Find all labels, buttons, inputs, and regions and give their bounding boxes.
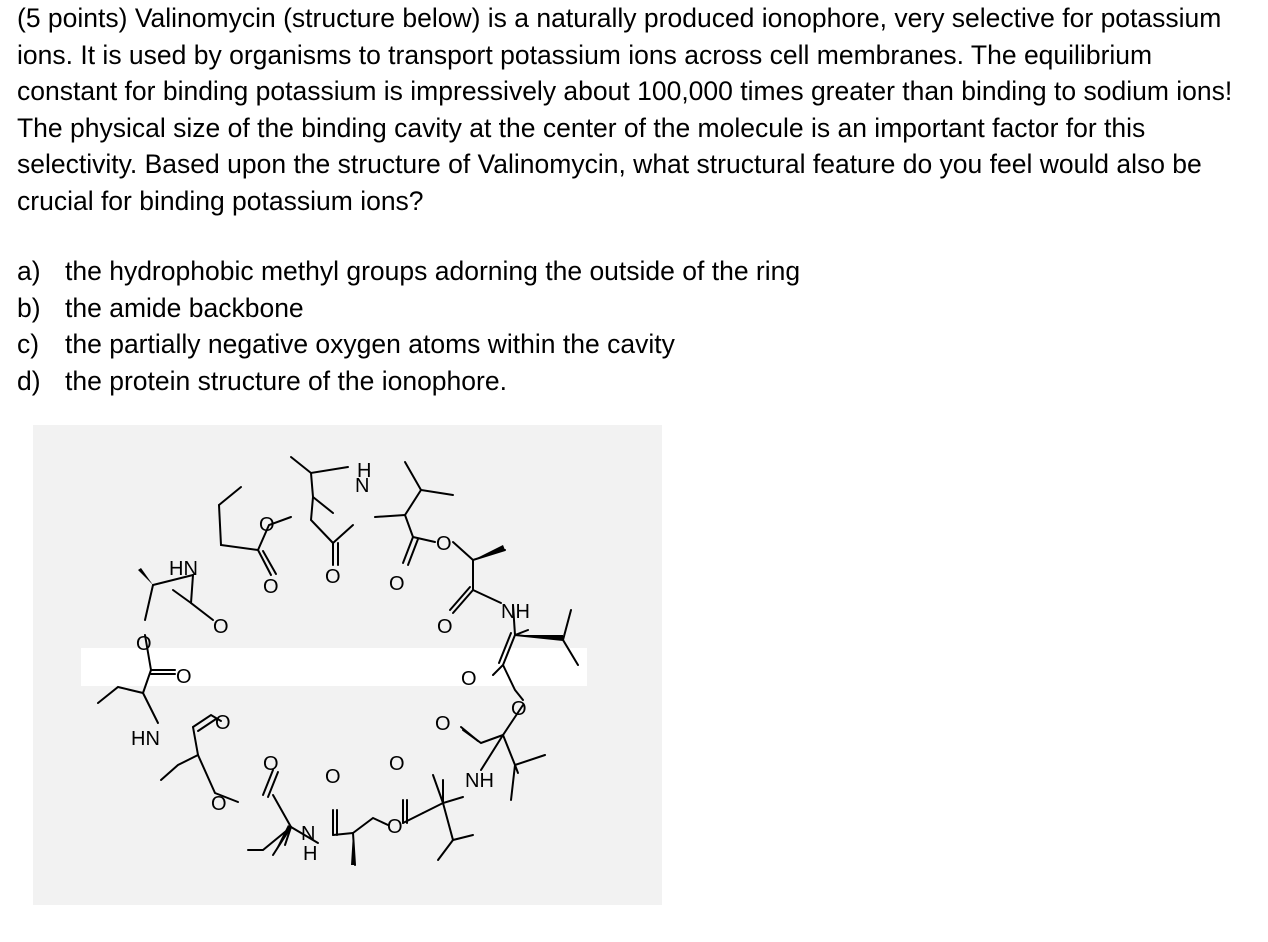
option-letter: d) xyxy=(17,365,41,396)
atom-o: O xyxy=(263,753,279,775)
atom-n: N xyxy=(355,475,370,497)
atom-o: O xyxy=(389,573,405,595)
option-letter: a) xyxy=(17,256,41,286)
option-text: the protein structure of the ionophore. xyxy=(65,365,507,396)
atom-o: O xyxy=(213,616,229,638)
atom-o: O xyxy=(461,668,477,690)
option-c[interactable] xyxy=(17,326,800,363)
option-d[interactable] xyxy=(17,363,800,400)
atom-o: O xyxy=(211,793,227,815)
atom-o: O xyxy=(215,712,231,734)
option-text: the partially negative oxygen atoms within the cavity xyxy=(65,329,675,359)
atom-o: O xyxy=(437,616,453,638)
option-letter: c) xyxy=(17,329,40,359)
atom-o: O xyxy=(259,514,275,536)
atom-h: H xyxy=(357,460,372,482)
valinomycin-structure-figure xyxy=(33,425,662,905)
atom-o: O xyxy=(136,633,152,655)
atom-o: O xyxy=(436,533,452,555)
amide-hn-label: HN xyxy=(169,558,198,580)
answer-options xyxy=(17,253,800,399)
valinomycin-structure-drawing xyxy=(33,425,662,905)
option-text: the hydrophobic methyl groups adorning the outside of the ring xyxy=(65,256,801,286)
amide-nh-label: NH xyxy=(465,770,494,792)
option-a[interactable] xyxy=(17,253,800,290)
option-b[interactable] xyxy=(17,290,800,327)
atom-o: O xyxy=(389,753,405,775)
atom-n: N xyxy=(301,823,316,845)
atom-o: O xyxy=(325,766,341,788)
question-text: (5 points) Valinomycin (structure below) is a naturally produced ionophore, very selective for potassium ions. It is used by organisms to transport potassium ions across cell membranes. The equilibrium constant for binding potassium is impressively about 100,000 times greater than binding to sodium ions! The physical size of the binding cavity at the center of the molecule is an important factor for this selectivity. Based upon the structure of Valinomycin, what structural feature do you feel would also be crucial for binding potassium ions? xyxy=(17,3,1233,216)
atom-o: O xyxy=(387,816,403,838)
option-letter: b) xyxy=(17,292,41,323)
atom-h: H xyxy=(303,843,318,865)
amide-nh-label: NH xyxy=(501,601,530,623)
atom-o: O xyxy=(325,566,341,588)
atom-o: O xyxy=(263,576,279,598)
atom-o: O xyxy=(435,713,451,735)
atom-o: O xyxy=(511,698,527,720)
option-text: the amide backbone xyxy=(65,292,304,323)
atom-o: O xyxy=(176,666,192,688)
amide-hn-label: HN xyxy=(131,728,160,750)
